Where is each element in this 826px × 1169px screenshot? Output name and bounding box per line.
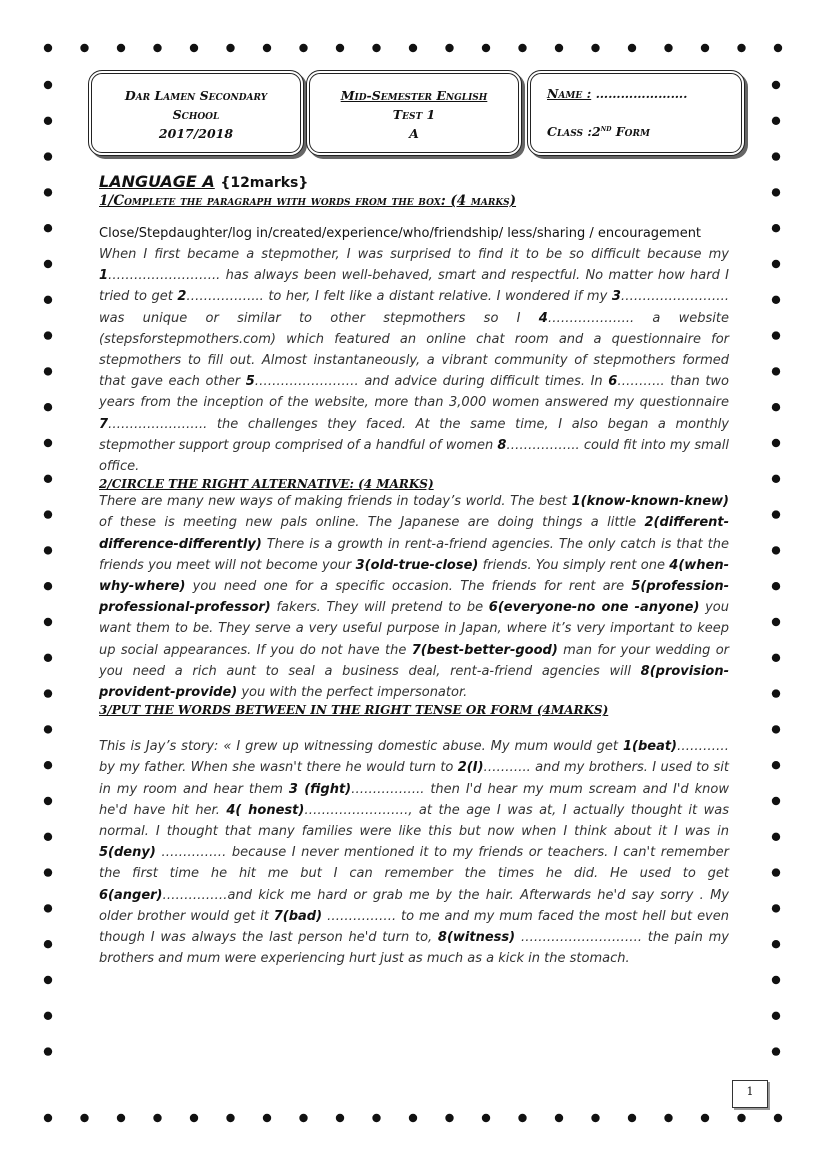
border-dot xyxy=(44,44,52,52)
gap-marker: 8 xyxy=(497,437,507,453)
gap-marker: 4 xyxy=(538,310,548,326)
border-dot xyxy=(772,1012,780,1020)
part2-title: 2/CIRCLE THE RIGHT ALTERNATIVE: (4 MARKS) xyxy=(99,477,434,492)
name-dots: …………………. xyxy=(595,86,688,101)
paragraph-text: ……….. and my brothers. I used to sit in my room and hear them xyxy=(99,760,729,797)
border-dot xyxy=(44,1114,52,1122)
test-number: Test 1 xyxy=(392,107,436,122)
border-dot xyxy=(664,44,672,52)
border-dot xyxy=(190,1114,198,1122)
border-dot xyxy=(44,618,52,626)
border-dot xyxy=(409,44,417,52)
gap-marker: 6(anger) xyxy=(99,887,163,903)
gap-marker: 4( honest) xyxy=(226,802,305,818)
border-dot xyxy=(555,1114,563,1122)
paragraph-text: ……………... to her, I felt like a distant relative. I wondered if my xyxy=(186,289,612,305)
gap-marker: 5(profession-professional-professor) xyxy=(99,579,729,616)
border-dot xyxy=(591,1114,599,1122)
border-dot xyxy=(372,1114,380,1122)
border-dot xyxy=(664,1114,672,1122)
border-dot xyxy=(263,44,271,52)
border-dot xyxy=(44,331,52,339)
border-dot xyxy=(190,44,198,52)
paragraph-text: ……………….. a website (stepsforstepmothers.com) which featured an online chat room and a questionnaire for stepmothers to fill out. Almost instantaneously, a vibrant community of stepmothers formed that gave each other xyxy=(99,310,729,390)
paragraph-text: ……….. than two years from the inception of the website, more than 3,000 women answered my questionnaire xyxy=(99,374,730,411)
paragraph-text: This is Jay’s story: « I grew up witnessing domestic abuse. My mum would get xyxy=(99,739,623,755)
class-label: Class :2 xyxy=(547,124,601,140)
gap-marker: 7 xyxy=(99,416,109,432)
border-dot xyxy=(409,1114,417,1122)
gap-marker: 2(I) xyxy=(457,760,484,776)
border-dot xyxy=(482,44,490,52)
paragraph-text: of these is meeting new pals online. The Japanese are doing things a little xyxy=(99,515,645,531)
gap-marker: 1 xyxy=(99,268,109,284)
border-dot xyxy=(772,152,780,160)
border-dot xyxy=(628,1114,636,1122)
paragraph-text: friends. You simply rent one xyxy=(478,557,670,573)
border-dot xyxy=(772,260,780,268)
border-dot xyxy=(772,224,780,232)
border-dot xyxy=(772,940,780,948)
gap-marker: 6 xyxy=(608,374,618,390)
gap-marker: 8(provision-provident-provide) xyxy=(99,663,729,701)
border-dot xyxy=(772,403,780,411)
paragraph-text: ……………. to me and my mum faced the most hell but even though I was always the last person he'd turn to, xyxy=(99,908,729,946)
paragraph-text: ……………and kick me hard or grab me by the hair. Afterwards he'd say sorry . My older brother would get it xyxy=(99,887,729,924)
section-marks: {12marks} xyxy=(220,175,309,191)
border-dot xyxy=(117,1114,125,1122)
border-dot xyxy=(44,797,52,805)
border-dot xyxy=(772,188,780,196)
border-dot xyxy=(701,44,709,52)
border-dot xyxy=(737,1114,745,1122)
border-dot xyxy=(772,618,780,626)
border-dot xyxy=(44,833,52,841)
border-dot xyxy=(44,725,52,733)
border-dot xyxy=(117,44,125,52)
border-dot xyxy=(299,44,307,52)
border-dot xyxy=(772,654,780,662)
section-title: LANGUAGE A xyxy=(99,172,215,191)
page-number: 1 xyxy=(732,1080,768,1108)
border-dot xyxy=(80,1114,88,1122)
border-dot xyxy=(518,1114,526,1122)
border-dot xyxy=(774,44,782,52)
border-dot xyxy=(737,44,745,52)
name-label: Name : xyxy=(547,86,592,101)
border-dot xyxy=(44,475,52,483)
school-label: School xyxy=(172,107,220,122)
border-dot xyxy=(44,1012,52,1020)
gap-marker: 6(everyone-no one -anyone) xyxy=(488,600,700,616)
border-dot xyxy=(44,582,52,590)
border-dot xyxy=(44,546,52,554)
border-dot xyxy=(226,1114,234,1122)
paragraph-text: ……………………, at the age I was at, I actually thought it was normal. I thought that many families were like this but now when I think about it I was in xyxy=(99,802,729,840)
section-heading xyxy=(99,172,729,191)
gap-marker: 3 xyxy=(611,289,621,305)
paragraph-text: …………….. then I'd hear my mum scream and I'd know he'd have hit her. xyxy=(99,781,729,818)
border-dot xyxy=(518,44,526,52)
border-dot xyxy=(80,44,88,52)
gap-marker: 7(best-better-good) xyxy=(411,642,558,658)
paragraph-text: ………………….. the challenges they faced. At the same time, I also began a monthly stepmother support group comprised of a handful of women xyxy=(99,416,729,453)
paragraph-text: When I first became a stepmother, I was surprised to find it to be so difficult because my xyxy=(99,247,729,262)
paragraph-text: you need one for a specific occasion. The friends for rent are xyxy=(185,579,632,595)
border-dot xyxy=(372,44,380,52)
border-dot xyxy=(772,689,780,697)
border-dot xyxy=(44,296,52,304)
class-sup: nd xyxy=(600,123,612,133)
border-dot xyxy=(299,1114,307,1122)
gap-marker: 1(know-known-knew) xyxy=(571,494,729,510)
border-dot xyxy=(772,81,780,89)
border-dot xyxy=(44,976,52,984)
part3-title: 3/PUT THE WORDS BETWEEN IN THE RIGHT TENSE OR FORM (4MARKS) xyxy=(99,703,609,718)
border-dot xyxy=(772,439,780,447)
border-dot xyxy=(772,296,780,304)
border-dot xyxy=(772,510,780,518)
gap-marker: 1(beat) xyxy=(622,739,677,755)
paragraph-text: …………………… and advice during difficult times. In xyxy=(254,374,609,390)
border-dot xyxy=(772,475,780,483)
border-dot xyxy=(628,44,636,52)
border-dot xyxy=(772,904,780,912)
border-dot xyxy=(772,725,780,733)
worksheet-content xyxy=(99,172,729,970)
border-dot xyxy=(591,44,599,52)
border-dot xyxy=(226,44,234,52)
test-box xyxy=(306,70,522,156)
part1-title: 1/Complete the paragraph with words from the box: (4 marks) xyxy=(99,193,517,209)
border-dot xyxy=(44,868,52,876)
border-dot xyxy=(772,833,780,841)
part3-paragraph xyxy=(99,736,729,969)
school-box xyxy=(88,70,304,156)
border-dot xyxy=(44,260,52,268)
test-version: A xyxy=(409,126,419,141)
border-dot xyxy=(772,761,780,769)
border-dot xyxy=(44,761,52,769)
border-dot xyxy=(772,331,780,339)
paragraph-text: ………………………. the pain my brothers and mum were experiencing hurt just as much as a kick in the stomach. xyxy=(99,930,729,967)
border-dot xyxy=(772,976,780,984)
border-dot xyxy=(44,224,52,232)
border-dot xyxy=(772,367,780,375)
paragraph-text: There is a growth in rent-a-friend agencies. The only catch is that the friends you meet will not become your xyxy=(99,536,729,573)
student-box xyxy=(527,70,745,156)
paragraph-text: …………… because I never mentioned it to my friends or teachers. I can't remember the first time he hit me but I can remember the times he did. He used to get xyxy=(99,845,729,882)
school-year: 2017/2018 xyxy=(158,126,234,141)
border-dot xyxy=(44,654,52,662)
border-dot xyxy=(153,1114,161,1122)
gap-marker: 5 xyxy=(245,374,255,390)
border-dot xyxy=(445,1114,453,1122)
test-title: Mid-Semester English xyxy=(340,88,488,103)
border-dot xyxy=(336,44,344,52)
border-dot xyxy=(772,582,780,590)
border-dot xyxy=(336,1114,344,1122)
border-dot xyxy=(153,44,161,52)
class-field xyxy=(547,119,731,141)
border-dot xyxy=(772,797,780,805)
border-dot xyxy=(44,117,52,125)
paragraph-text: …………………….. has always been well-behaved, smart and respectful. No matter how hard I tried to get xyxy=(99,268,729,305)
border-dot xyxy=(774,1114,782,1122)
paragraph-text: ……………………. was unique or similar to other stepmothers so I xyxy=(99,289,729,326)
border-dot xyxy=(44,689,52,697)
paragraph-text: fakers. They will pretend to be xyxy=(270,600,489,616)
gap-marker: 3 (fight) xyxy=(288,781,352,797)
gap-marker: 8(witness) xyxy=(437,930,516,946)
paragraph-text: you want them to be. They serve a very useful purpose in Japan, where it’s very important to keep up social appearances. If you do not have the xyxy=(99,600,729,658)
school-name: Dar Lamen Secondary xyxy=(124,88,268,103)
gap-marker: 4(when-why-where) xyxy=(99,557,729,595)
gap-marker: 2(different-difference-differently) xyxy=(99,515,729,552)
paragraph-text: you with the perfect impersonator. xyxy=(237,685,468,701)
gap-marker: 3(old-true-close) xyxy=(355,557,479,573)
part2-paragraph xyxy=(99,491,729,703)
paragraph-text: man for your wedding or you need a rich aunt to seal a business deal, rent-a-friend agencies will xyxy=(99,642,729,679)
border-dot xyxy=(44,904,52,912)
border-dot xyxy=(44,510,52,518)
border-dot xyxy=(445,44,453,52)
border-dot xyxy=(44,1047,52,1055)
border-dot xyxy=(772,1047,780,1055)
border-dot xyxy=(44,367,52,375)
border-dot xyxy=(44,403,52,411)
word-box: Close/Stepdaughter/log in/created/experience/who/friendship/ less/sharing / encouragement xyxy=(99,226,702,241)
paragraph-text: …………….. could fit into my small office. xyxy=(99,437,730,475)
border-dot xyxy=(263,1114,271,1122)
class-form: Form xyxy=(615,124,650,140)
gap-marker: 7(bad) xyxy=(273,908,323,924)
border-dot xyxy=(701,1114,709,1122)
gap-marker: 5(deny) xyxy=(99,845,156,861)
part1-paragraph xyxy=(99,244,729,477)
border-dot xyxy=(44,152,52,160)
paragraph-text: There are many new ways of making friends in today’s world. The best xyxy=(99,494,572,510)
border-dot xyxy=(44,81,52,89)
name-field[interactable] xyxy=(547,84,731,103)
border-dot xyxy=(772,546,780,554)
border-dot xyxy=(44,188,52,196)
paragraph-text: ………… by my father. When she wasn't there he would turn to xyxy=(99,739,729,776)
border-dot xyxy=(772,868,780,876)
border-dot xyxy=(772,117,780,125)
border-dot xyxy=(44,439,52,447)
gap-marker: 2 xyxy=(177,289,187,305)
border-dot xyxy=(482,1114,490,1122)
border-dot xyxy=(44,940,52,948)
border-dot xyxy=(555,44,563,52)
